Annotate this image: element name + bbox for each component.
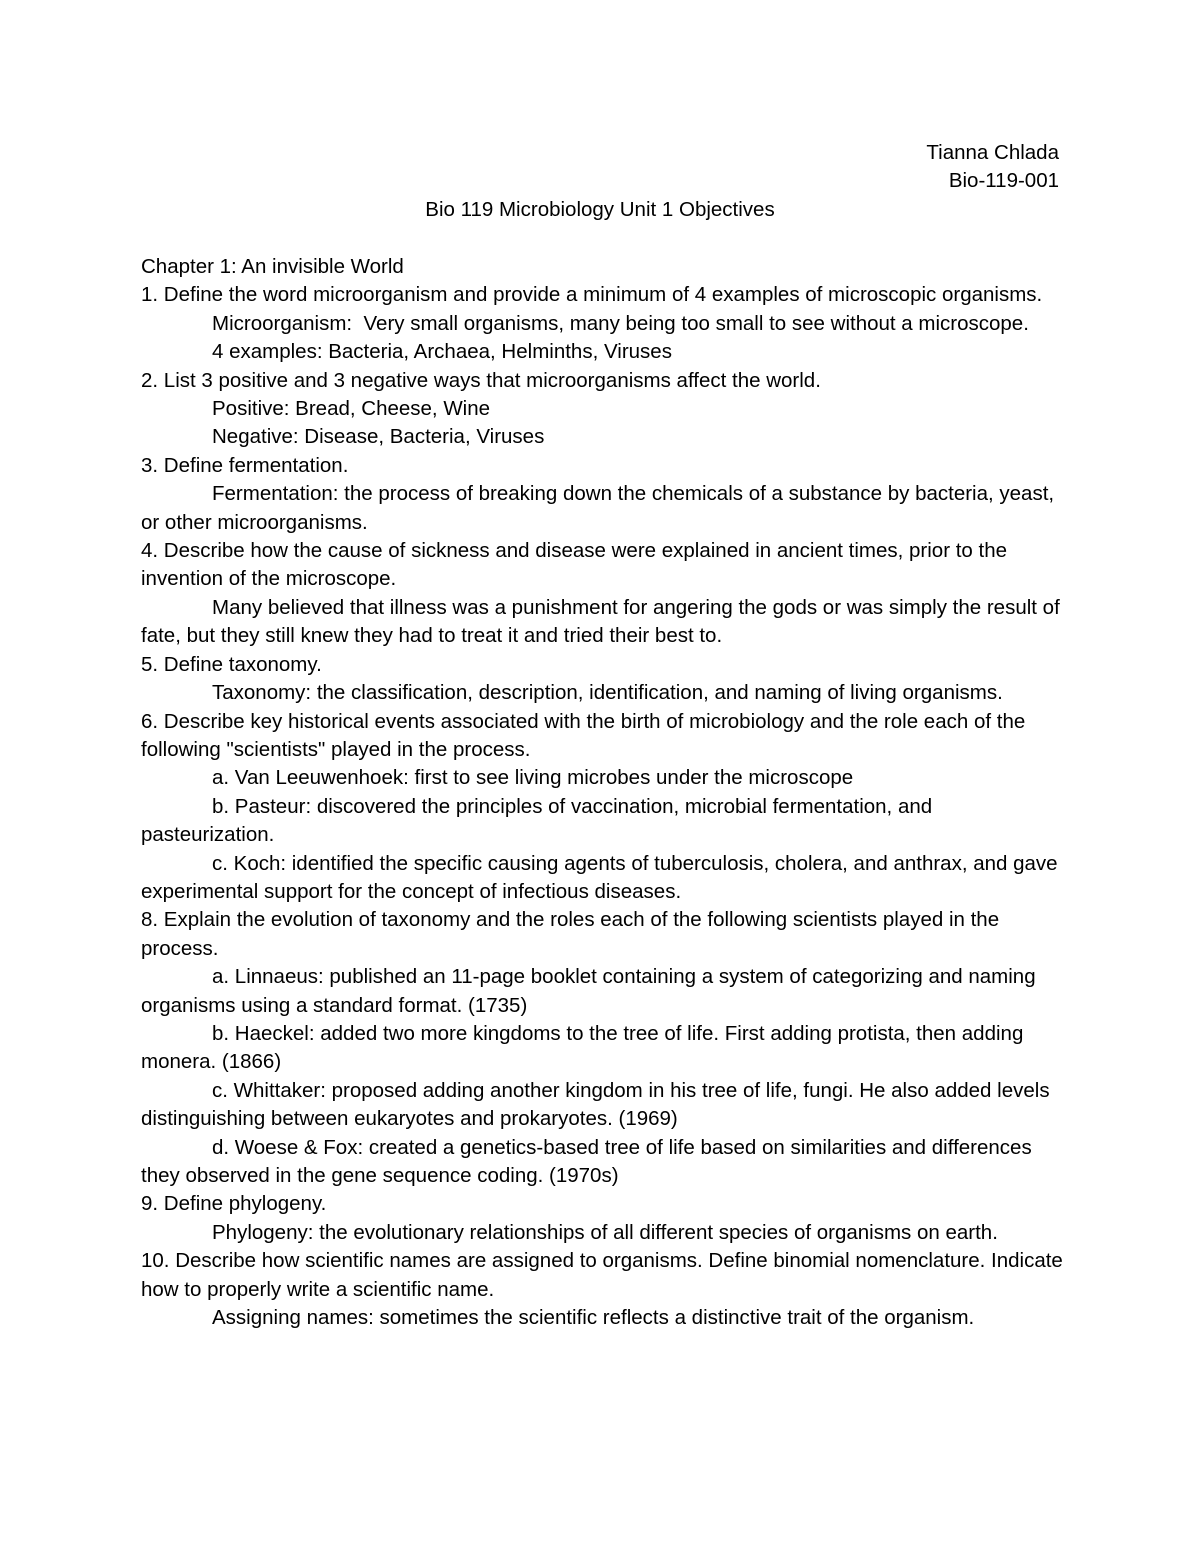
question-3: 3. Define fermentation.	[141, 453, 349, 477]
answer-5-a: Taxonomy: the classification, description, identification, and naming of living organisms.	[212, 681, 1003, 705]
answer-2-a: Positive: Bread, Cheese, Wine	[212, 397, 491, 421]
answer-8-a: a. Linnaeus: published an 11-page booklet containing a system of categorizing and naming organisms using a standard format. (1735)	[141, 965, 1042, 1017]
answer-4-a: Many believed that illness was a punishment for angering the gods or was simply the result of fate, but they still knew they had to treat it and tried their best to.	[141, 595, 1066, 648]
question-1: 1. Define the word microorganism and provide a minimum of 4 examples of microscopic organisms.	[141, 283, 1043, 307]
document-title: Bio 119 Microbiology Unit 1 Objectives	[425, 198, 775, 221]
answer-9-a: Phylogeny: the evolutionary relationships of all different species of organisms on earth.	[212, 1220, 998, 1244]
answer-8-c: c. Whittaker: proposed adding another kingdom in his tree of life, fungi. He also added levels distinguishing between eukaryotes and prokaryotes. (1969)	[141, 1078, 1056, 1131]
document-body	[141, 253, 1071, 1332]
question-6: 6. Describe key historical events associated with the birth of microbiology and the role each of the following "scientists" played in the process.	[141, 709, 1031, 761]
question-10: 10. Describe how scientific names are assigned to organisms. Define binomial nomenclature. Indicate how to properly write a scientific name.	[141, 1249, 1069, 1301]
question-5: 5. Define taxonomy.	[141, 652, 322, 676]
question-9: 9. Define phylogeny.	[141, 1192, 327, 1216]
answer-10-a: Assigning names: sometimes the scientific reflects a distinctive trait of the organism.	[212, 1306, 975, 1330]
answer-1-b: 4 examples: Bacteria, Archaea, Helminths, Viruses	[212, 340, 672, 364]
answer-3-a: Fermentation: the process of breaking down the chemicals of a substance by bacteria, yeast, or other microorganisms.	[141, 482, 1060, 534]
chapter-heading: Chapter 1: An invisible World	[141, 255, 404, 278]
answer-6-b: b. Pasteur: discovered the principles of vaccination, microbial fermentation, and pasteurization.	[141, 794, 938, 847]
author-name: Tianna Chlada	[926, 141, 1059, 164]
question-8: 8. Explain the evolution of taxonomy and the roles each of the following scientists played in the process.	[141, 908, 1005, 960]
course-code: Bio-119-001	[948, 169, 1059, 193]
question-4: 4. Describe how the cause of sickness and disease were explained in ancient times, prior to the invention of the microscope.	[141, 539, 1013, 591]
answer-6-c: c. Koch: identified the specific causing agents of tuberculosis, cholera, and anthrax, and gave experimental support for the concept of infectious diseases.	[141, 851, 1064, 903]
answer-8-b: b. Haeckel: added two more kingdoms to the tree of life. First adding protista, then adding monera. (1866)	[141, 1021, 1030, 1074]
answer-2-b: Negative: Disease, Bacteria, Viruses	[212, 425, 545, 449]
answer-6-a: a. Van Leeuwenhoek: first to see living microbes under the microscope	[212, 766, 854, 790]
answer-8-d: d. Woese & Fox: created a genetics-based tree of life based on similarities and differences they observed in the gene sequence coding. (1970s)	[141, 1135, 1038, 1187]
question-2: 2. List 3 positive and 3 negative ways that microorganisms affect the world.	[141, 368, 821, 392]
answer-1-a: Microorganism: Very small organisms, many being too small to see without a microscope.	[212, 311, 1029, 335]
header-block	[926, 139, 1059, 196]
